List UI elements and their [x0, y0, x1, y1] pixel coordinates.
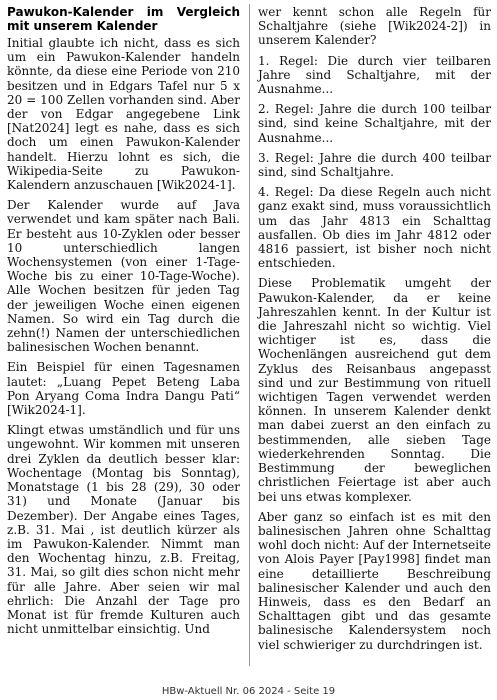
rule-item: 3. Regel: Jahre die durch 400 teilbar sind, sind Schaltjahre.	[258, 150, 491, 180]
paragraph: Klingt etwas umständlich und für uns ungewohnt. Wir kommen mit unseren drei Zyklen da deutlich besser klar: Wochentage (Montag bis Sonntag), Monatstage (1 bis 28 (29), 30 oder 31) und Monate (Januar bis Dezember). Der Angabe eines Tages, z.B. 31. Mai , ist deutlich kürzer als im Pawukon-Kalender. Nimmt man den Wochentag hinzu, z.B. Freitag, 31. Mai, so gilt dies schon nicht mehr für alle Jahre. Aber seien wir mal ehrlich: Die Anzahl der Tage pro Monat ist für fremde Kulturen auch nicht unmittelbar einsichtig. Und	[7, 423, 240, 637]
paragraph: Diese Problematik umgeht der Pawukon-Kalender, da er keine Jahreszahlen kennt. In der Kultur ist die Jahreszahl nicht so wichtig. Viel wichtiger ist es, dass die Wochenlängen ausreichend gut dem Zyklus des Reisanbaus angepasst sind und zur Bestimmung von rituell wichtigen Tagen verwendet werden können. In unserem Kalender denkt man dabei zuerst an den einfach zu bestimmenden, alle sieben Tage wiederkehrenden Sonntag. Die Bestimmung der beweglichen christlichen Feiertage ist aber auch bei uns etwas komplexer.	[258, 276, 491, 504]
paragraph: wer kennt schon alle Regeln für Schaltjahre (siehe [Wik2024-2]) in unserem Kalender?	[258, 5, 491, 48]
paragraph: Aber ganz so einfach ist es mit den balinesischen Jahren ohne Schalttag wohl doch nicht: Auf der Internetseite von Alois Payer [Pay1998] findet man eine detaillierte Beschreibung balinesischer Kalender und auch den Hinweis, dass es den Bedarf an Schalttagen gibt und das gesamte balinesische Kalendersystem noch viel schwieriger zu durchdringen ist.	[258, 509, 491, 652]
right-column	[258, 5, 491, 658]
paragraph: Der Kalender wurde auf Java verwendet und kam später nach Bali. Er besteht aus 10-Zyklen oder besser 10 unterschiedlich langen Wochensystemen (von einer 1-Tage-Woche bis zu einer 10-Tage-Woche). Alle Wochen besitzen für jeden Tag der jeweiligen Woche einen eigenen Namen. So wird ein Tag durch die zehn(!) Namen der unterschiedlichen balinesischen Wochen benannt.	[7, 198, 240, 355]
paragraph: Initial glaubte ich nicht, dass es sich um ein Pawukon-Kalender handeln könnte, da diese eine Periode von 210 besitzen und in Edgars Tafel nur 5 x 20 = 100 Zellen vorhanden sind. Aber der von Edgar angegebene Link [Nat2024] legt es nahe, dass es sich doch um einen Pawukon-Kalender handelt. Hierzu lohnt es sich, die Wikipedia-Seite zu Pawukon-Kalendern anzuschauen [Wik2024-1].	[7, 36, 240, 193]
column-divider	[249, 4, 250, 666]
rule-item: 4. Regel: Da diese Regeln auch nicht ganz exakt sind, muss voraussichtlich um das Jahr 4813 ein Schalttag ausfallen. Ob dies im Jahr 4812 oder 4816 passiert, ist bisher noch nicht entschieden.	[258, 185, 491, 271]
page-footer: HBw-Aktuell Nr. 06 2024 - Seite 19	[161, 686, 336, 697]
rule-item: 2. Regel: Jahre die durch 100 teilbar sind, sind keine Schaltjahre, mit der Ausnahme...	[258, 102, 491, 145]
article-title: Pawukon-Kalender im Vergleich mit unserem Kalender	[7, 5, 240, 33]
paragraph: Ein Beispiel für einen Tagesnamen lautet: „Luang Pepet Beteng Laba Pon Aryang Coma Indra Dangu Pati“ [Wik2024-1].	[7, 360, 240, 418]
rule-item: 1. Regel: Die durch vier teilbaren Jahre sind Schaltjahre, mit der Ausnahme...	[258, 53, 491, 97]
left-column	[7, 5, 240, 642]
